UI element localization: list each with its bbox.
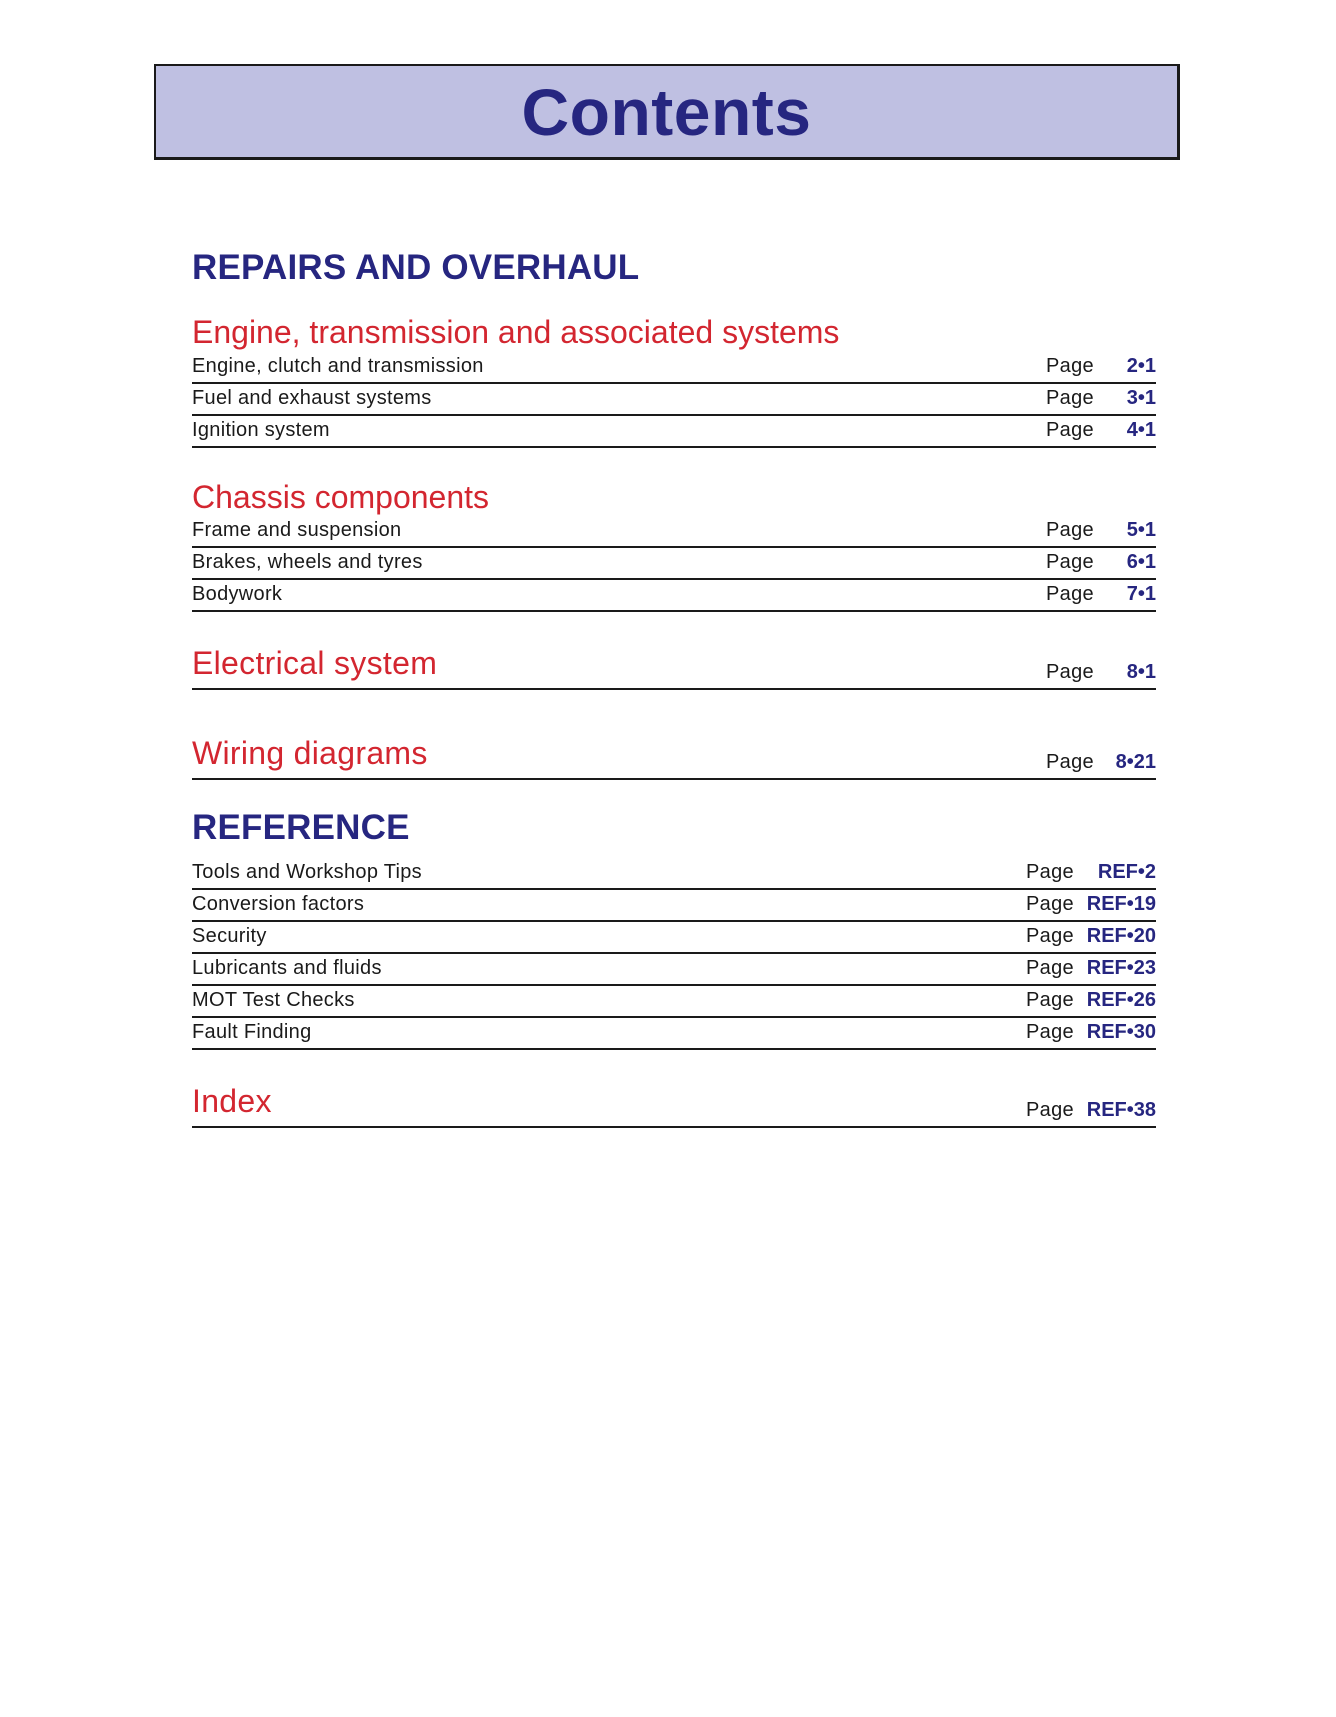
toc-row[interactable] — [192, 384, 1156, 416]
toc-row-label: Tools and Workshop Tips — [192, 861, 422, 883]
toc-row-page-word: Page — [1046, 583, 1094, 605]
toc-row[interactable] — [192, 548, 1156, 580]
toc-row-page-number: REF•30 — [1086, 1021, 1156, 1043]
toc-row-page-number: 4•1 — [1126, 419, 1156, 441]
toc-row-label: Frame and suspension — [192, 519, 402, 541]
toc-row-page-word: Page — [1026, 861, 1074, 883]
toc-row-index[interactable] — [192, 1082, 1156, 1128]
toc-row-page-word: Page — [1046, 551, 1094, 573]
toc-row-page-number: REF•23 — [1086, 957, 1156, 979]
toc-row-page-number: 7•1 — [1126, 583, 1156, 605]
toc-row-page-number: REF•2 — [1097, 861, 1156, 883]
section-heading-electrical: Electrical system — [192, 645, 438, 681]
toc-row-page-number: REF•38 — [1086, 1099, 1156, 1121]
part-heading-repairs: REPAIRS AND OVERHAUL — [192, 248, 640, 287]
toc-row-label: Security — [192, 925, 267, 947]
toc-row-page-number: 2•1 — [1126, 355, 1156, 377]
section-heading-index: Index — [192, 1083, 272, 1119]
toc-row-label: Ignition system — [192, 419, 330, 441]
toc-row[interactable] — [192, 890, 1156, 922]
toc-row-page-number: 5•1 — [1126, 519, 1156, 541]
toc-row-page-word: Page — [1046, 419, 1094, 441]
toc-row-page-word: Page — [1026, 1021, 1074, 1043]
title-banner — [154, 64, 1180, 160]
toc-row-page-word: Page — [1026, 957, 1074, 979]
toc-row[interactable] — [192, 352, 1156, 384]
toc-row-page-number: REF•26 — [1086, 989, 1156, 1011]
toc-row[interactable] — [192, 516, 1156, 548]
toc-row[interactable] — [192, 580, 1156, 612]
toc-row-label: Lubricants and fluids — [192, 957, 382, 979]
toc-row-page-word: Page — [1026, 925, 1074, 947]
toc-row-page-word: Page — [1026, 989, 1074, 1011]
section-heading-engine: Engine, transmission and associated systems — [192, 314, 840, 350]
toc-row-page-word: Page — [1026, 893, 1074, 915]
toc-row-label: MOT Test Checks — [192, 989, 355, 1011]
toc-row-label: Engine, clutch and transmission — [192, 355, 484, 377]
toc-row[interactable] — [192, 954, 1156, 986]
toc-row-label: Brakes, wheels and tyres — [192, 551, 423, 573]
part-heading-reference: REFERENCE — [192, 808, 410, 847]
section-heading-wiring: Wiring diagrams — [192, 735, 428, 771]
page-title: Contents — [521, 74, 812, 149]
toc-row-electrical[interactable] — [192, 644, 1156, 690]
toc-row[interactable] — [192, 416, 1156, 448]
toc-row-page-word: Page — [1026, 1099, 1074, 1121]
toc-row-wiring[interactable] — [192, 734, 1156, 780]
toc-row[interactable] — [192, 1018, 1156, 1050]
toc-row-page-number: 8•1 — [1126, 661, 1156, 683]
toc-row[interactable] — [192, 858, 1156, 890]
toc-row-page-word: Page — [1046, 519, 1094, 541]
toc-row-page-number: REF•19 — [1086, 893, 1156, 915]
toc-row-page-word: Page — [1046, 661, 1094, 683]
toc-row-page-word: Page — [1046, 355, 1094, 377]
toc-row-label: Bodywork — [192, 583, 283, 605]
section-heading-chassis: Chassis components — [192, 479, 490, 515]
toc-row-label: Fuel and exhaust systems — [192, 387, 432, 409]
toc-row-page-word: Page — [1046, 387, 1094, 409]
toc-row-page-word: Page — [1046, 751, 1094, 773]
toc-row[interactable] — [192, 922, 1156, 954]
toc-row-page-number: 6•1 — [1126, 551, 1156, 573]
toc-row[interactable] — [192, 986, 1156, 1018]
toc-row-label: Conversion factors — [192, 893, 365, 915]
toc-row-page-number: 3•1 — [1126, 387, 1156, 409]
toc-row-page-number: 8•21 — [1115, 751, 1156, 773]
toc-row-label: Fault Finding — [192, 1021, 312, 1043]
toc-row-page-number: REF•20 — [1086, 925, 1156, 947]
